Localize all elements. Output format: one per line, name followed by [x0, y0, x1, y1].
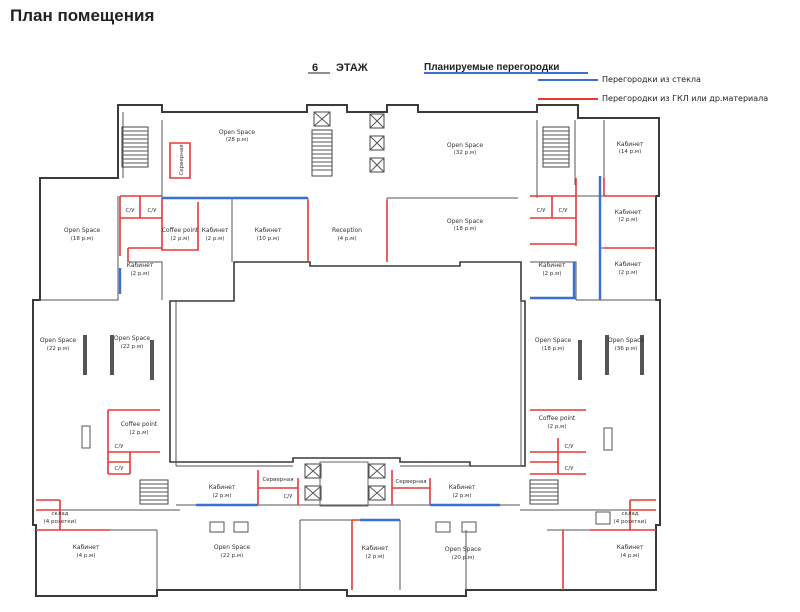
room-os-top-left-places: (28 р.м) [225, 137, 249, 143]
room-office-right-b-name: Кабинет [614, 261, 642, 268]
room-os-wing-left-a-places: (22 р.м) [46, 346, 70, 352]
room-os-top-left-name: Open Space [218, 129, 256, 136]
room-wc-tr-1: С/У [536, 208, 546, 214]
room-wc-right-1: С/У [564, 444, 574, 450]
legend-glass-label: Перегородки из стекла [602, 75, 701, 84]
room-office-left-2-places: (2 р.м) [130, 271, 150, 277]
room-os-top-right-name: Open Space [446, 142, 484, 149]
room-server-bottom-right: Серверная [395, 479, 427, 485]
room-office-corner-left-name: Кабинет [72, 544, 100, 551]
room-storage-right-places: (4 розетки) [613, 519, 647, 525]
room-office-corner-left-places: (4 р.м) [76, 553, 96, 559]
room-os-wing-left-a-name: Open Space [39, 337, 77, 344]
room-office-bottom-left-name: Кабинет [208, 484, 236, 491]
stairs-and-lifts [122, 112, 569, 506]
room-office-tr-14-places: (14 р.м) [618, 149, 642, 155]
room-storage-right-name: склад [621, 511, 639, 517]
room-server-bottom-left: Серверная [262, 477, 294, 483]
room-os-bottom-20-name: Open Space [444, 546, 482, 553]
room-wc-left-1: С/У [114, 444, 124, 450]
room-coffee-top-places: (2 р.м) [170, 236, 190, 242]
room-os-left-18-name: Open Space [63, 227, 101, 234]
room-office-right-small-name: Кабинет [538, 262, 566, 269]
room-coffee-right-places: (2 р.м) [547, 424, 567, 430]
room-os-center-right-name: Open Space [446, 218, 484, 225]
room-storage-left-places: (4 розетки) [43, 519, 77, 525]
outer-walls [33, 105, 660, 596]
room-os-wing-left-b-places: (22 р.м) [120, 344, 144, 350]
room-wc-bottom: С/У [283, 494, 293, 500]
room-coffee-left-name: Coffee point [120, 421, 158, 428]
room-reception-places: (4 р.м) [337, 236, 357, 242]
room-office-bottom-center-places: (2 р.м) [365, 554, 385, 560]
room-office-right-small-places: (2 р.м) [542, 271, 562, 277]
room-office-top-10-places: (10 р.м) [256, 236, 280, 242]
legend-title: Планируемые перегородки [424, 62, 560, 73]
room-wc-tl-1: С/У [125, 208, 135, 214]
interior-walls [40, 120, 656, 590]
legend [308, 62, 768, 103]
room-wc-left-2: С/У [114, 466, 124, 472]
room-office-bottom-right-places: (2 р.м) [452, 493, 472, 499]
room-os-bottom-22-places: (22 р.м) [220, 553, 244, 559]
room-office-right-a-name: Кабинет [614, 209, 642, 216]
room-coffee-top-name: Coffee point [161, 227, 199, 234]
room-os-center-right-places: (18 р.м) [453, 226, 477, 232]
room-os-wing-right-a-name: Open Space [534, 337, 572, 344]
room-office-top-2-places: (2 р.м) [205, 236, 225, 242]
room-os-bottom-20-places: (20 р.м) [451, 555, 475, 561]
room-os-top-right-places: (32 р.м) [453, 150, 477, 156]
room-office-corner-right-name: Кабинет [616, 544, 644, 551]
room-office-right-b-places: (2 р.м) [618, 270, 638, 276]
room-os-wing-right-b-name: Open Space [607, 337, 645, 344]
room-wc-tl-2: С/У [147, 208, 157, 214]
room-storage-left-name: склад [51, 511, 69, 517]
room-os-bottom-22-name: Open Space [213, 544, 251, 551]
room-office-corner-right-places: (4 р.м) [620, 553, 640, 559]
room-office-right-a-places: (2 р.м) [618, 217, 638, 223]
courtyard [170, 262, 525, 466]
room-office-bottom-left-places: (2 р.м) [212, 493, 232, 499]
legend-gkl-label: Перегородки из ГКЛ или др.материала [602, 94, 769, 103]
room-reception-name: Reception [332, 227, 362, 234]
room-office-left-2-name: Кабинет [126, 262, 154, 269]
room-office-bottom-center-name: Кабинет [361, 545, 389, 552]
room-os-wing-right-b-places: (36 р.м) [614, 346, 638, 352]
room-office-bottom-right-name: Кабинет [448, 484, 476, 491]
room-wc-right-2: С/У [564, 466, 574, 472]
page-title: План помещения [10, 6, 155, 25]
room-wc-tr-2: С/У [558, 208, 568, 214]
room-os-left-18-places: (18 р.м) [70, 236, 94, 242]
room-office-top-10-name: Кабинет [254, 227, 282, 234]
room-coffee-right-name: Coffee point [538, 415, 576, 422]
floor-number: 6 [312, 62, 319, 74]
room-office-tr-14-name: Кабинет [616, 141, 644, 148]
room-server-top-name: Серверная [179, 144, 185, 176]
room-os-wing-left-b-name: Open Space [113, 335, 151, 342]
room-office-top-2-name: Кабинет [201, 227, 229, 234]
room-coffee-left-places: (2 р.м) [129, 430, 149, 436]
floor-word: ЭТАЖ [336, 62, 368, 74]
room-os-wing-right-a-places: (18 р.м) [541, 346, 565, 352]
